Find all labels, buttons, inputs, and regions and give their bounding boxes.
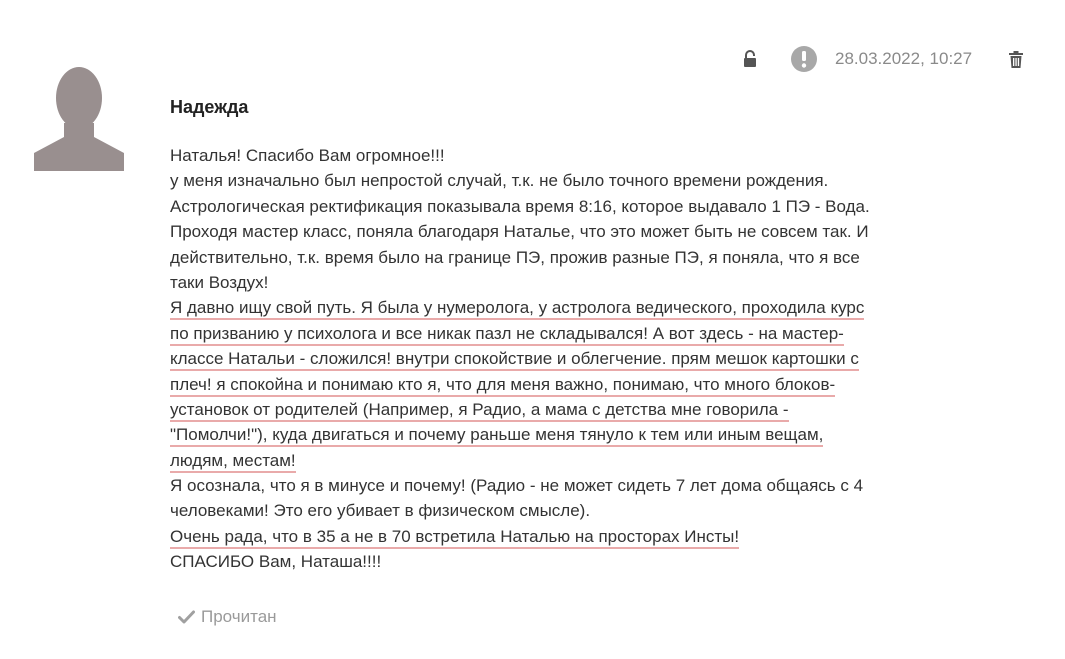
comment-message	[170, 143, 930, 575]
text-line	[170, 498, 930, 523]
checkmark-icon	[178, 610, 195, 624]
text-line-content: Астрологическая ректификация показывала время 8:16, которое выдавало 1 ПЭ - Вода.	[170, 196, 870, 216]
text-line-content: классе Натальи - сложился! внутри спокойствие и облегчение. прям мешок картошки с	[170, 349, 859, 371]
user-silhouette-icon	[34, 67, 124, 171]
text-line	[170, 549, 930, 574]
text-line	[170, 270, 930, 295]
text-line-content: плеч! я спокойна и понимаю кто я, что для меня важно, понимаю, что много блоков-	[170, 375, 835, 397]
text-line	[170, 473, 930, 498]
comment-toolbar	[740, 42, 1023, 76]
exclamation-circle-icon[interactable]	[791, 46, 817, 72]
text-line-content: Я давно ищу свой путь. Я была у нумеролога, у астролога ведического, проходила курс	[170, 298, 864, 320]
highlighted-text-line	[170, 372, 930, 397]
highlighted-text-line	[170, 422, 930, 447]
text-line-content: Проходя мастер класс, поняла благодаря Наталье, что это может быть не совсем так. И	[170, 222, 869, 242]
text-line	[170, 143, 930, 168]
highlighted-text-line	[170, 448, 930, 473]
text-line-content: установок от родителей (Например, я Радио, а мама с детства мне говорила -	[170, 400, 789, 422]
text-line-content: людям, местам!	[170, 451, 296, 473]
avatar	[34, 67, 124, 171]
highlighted-text-line	[170, 295, 930, 320]
text-line	[170, 219, 930, 244]
text-line-content: человеками! Это его убивает в физическом смысле).	[170, 501, 591, 521]
comment-date: 28.03.2022, 10:27	[835, 49, 973, 68]
text-line-content: Наталья! Спасибо Вам огромное!!!	[170, 146, 445, 165]
text-line	[170, 168, 930, 193]
comment-author: Надежда	[170, 97, 249, 117]
text-line-content: таки Воздух!	[170, 272, 269, 292]
text-line	[170, 245, 930, 270]
read-status-button[interactable]	[178, 607, 277, 627]
trash-icon[interactable]	[1009, 51, 1023, 68]
text-line-content: действительно, т.к. время было на границе ПЭ, прожив разные ПЭ, я поняла, что я все	[170, 247, 860, 267]
text-line-content: по призванию у психолога и все никак пазл не складывался! А вот здесь - на мастер-	[170, 324, 844, 346]
highlighted-text-line	[170, 524, 930, 549]
text-line-content: "Помолчи!"), куда двигаться и почему раньше меня тянуло к тем или иным вещам,	[170, 425, 823, 447]
unlocked-padlock-icon[interactable]	[743, 50, 757, 68]
read-status-label: Прочитан	[201, 607, 277, 626]
highlighted-text-line	[170, 397, 930, 422]
highlighted-text-line	[170, 321, 930, 346]
text-line-content: Очень рада, что в 35 а не в 70 встретила Наталью на просторах Инсты!	[170, 527, 739, 549]
text-line-content: у меня изначально был непростой случай, т.к. не было точного времени рождения.	[170, 171, 829, 191]
text-line-content: Я осознала, что я в минусе и почему! (Радио - не может сидеть 7 лет дома общаясь с 4	[170, 476, 864, 496]
text-line	[170, 194, 930, 219]
highlighted-text-line	[170, 346, 930, 371]
text-line-content: СПАСИБО Вам, Наташа!!!!	[170, 552, 382, 572]
